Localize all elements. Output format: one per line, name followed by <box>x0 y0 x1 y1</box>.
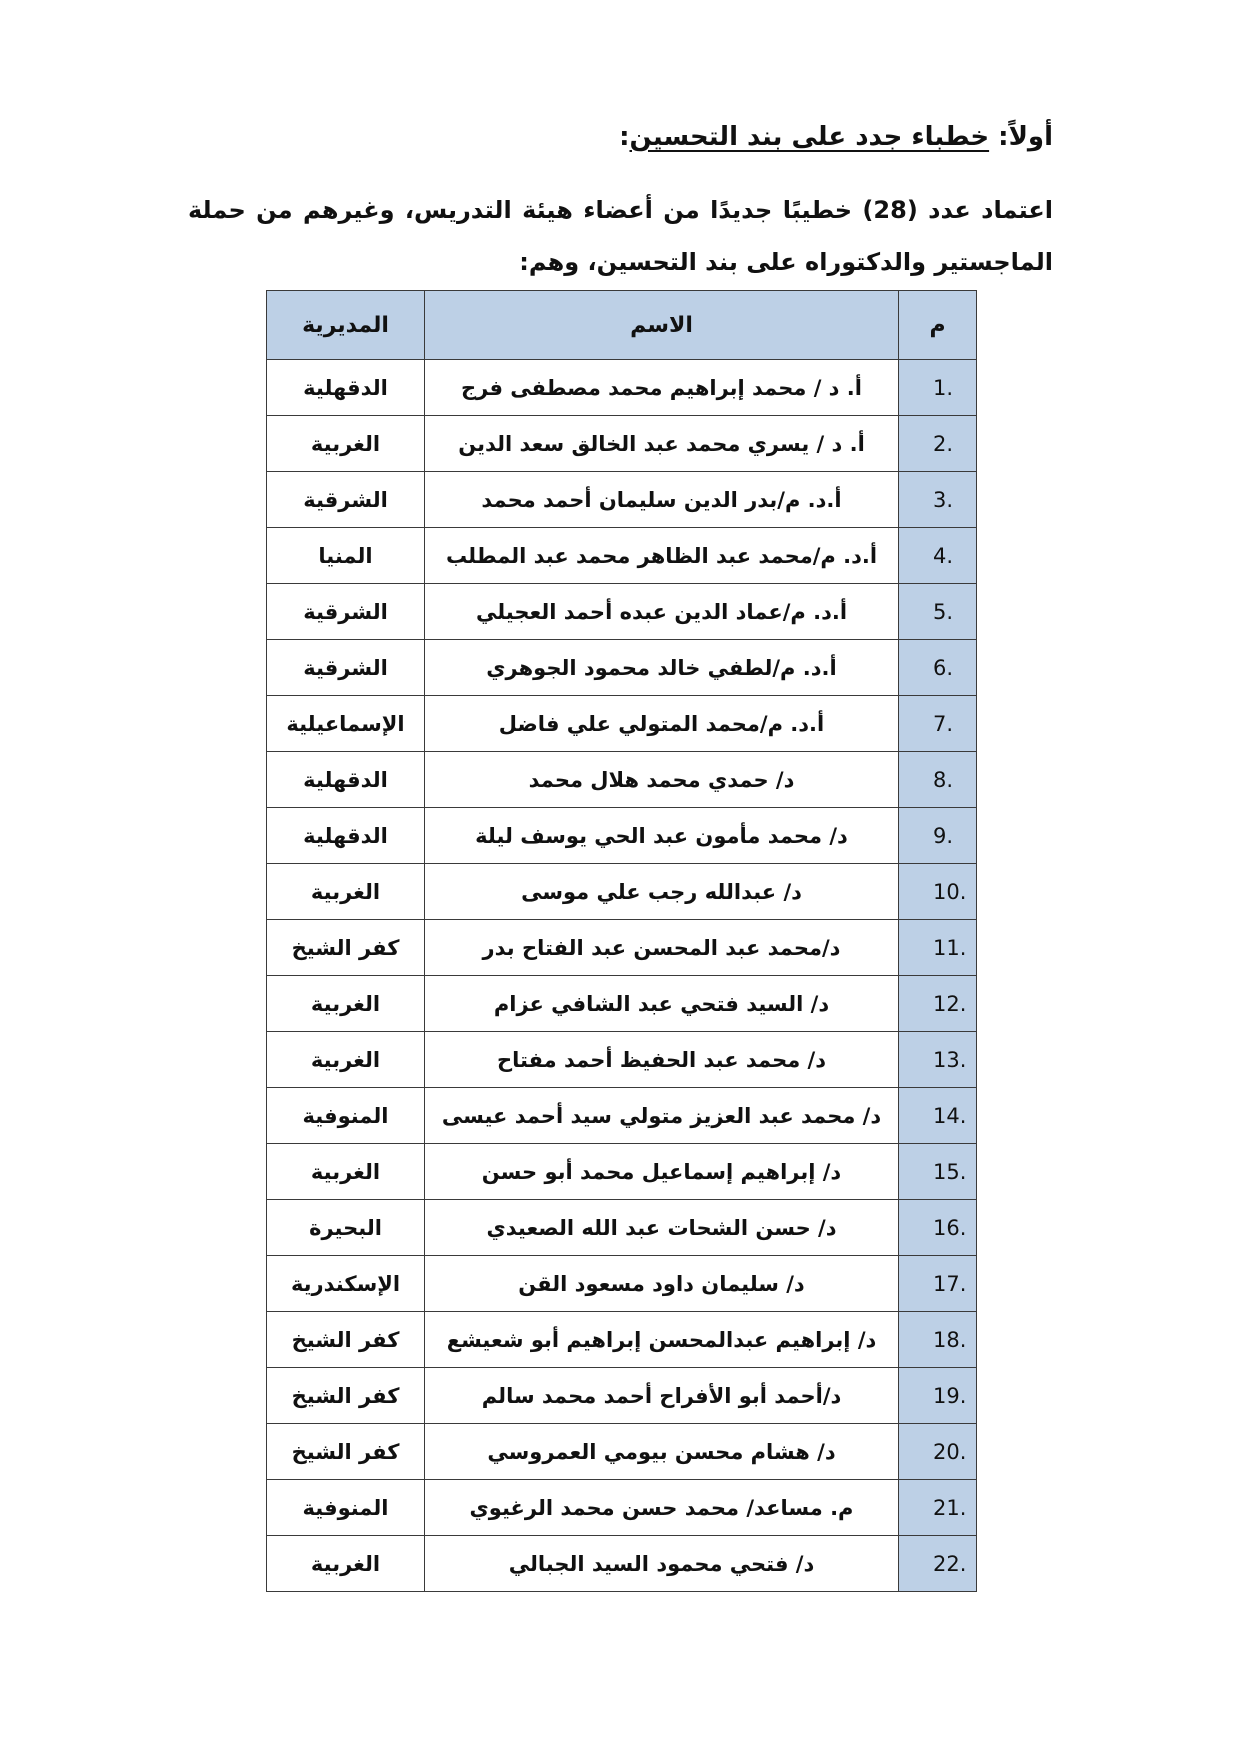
table-row <box>267 1144 977 1200</box>
table-row <box>267 696 977 752</box>
header-name: الاسم <box>425 291 899 360</box>
row-number: 18. <box>899 1312 977 1368</box>
row-directorate: الشرقية <box>267 472 425 528</box>
row-number: 9. <box>899 808 977 864</box>
row-number: 8. <box>899 752 977 808</box>
row-name: د/ سليمان داود مسعود القن <box>425 1256 899 1312</box>
table-row <box>267 1032 977 1088</box>
row-name: د/ عبدالله رجب علي موسى <box>425 864 899 920</box>
heading-separator: : <box>998 122 1009 152</box>
row-number: 20. <box>899 1424 977 1480</box>
table-row <box>267 360 977 416</box>
row-directorate: المنوفية <box>267 1088 425 1144</box>
heading-suffix: : <box>619 122 630 152</box>
intro-paragraph: اعتماد عدد (28) خطيبًا جديدًا من أعضاء هيئة التدريس، وغيرهم من حملة الماجستير والدكتوراه على بند التحسين، وهم: <box>188 196 1053 276</box>
row-name: أ.د. م/محمد عبد الظاهر محمد عبد المطلب <box>425 528 899 584</box>
row-number: 11. <box>899 920 977 976</box>
row-name: د/ السيد فتحي عبد الشافي عزام <box>425 976 899 1032</box>
row-directorate: الإسكندرية <box>267 1256 425 1312</box>
row-number: 16. <box>899 1200 977 1256</box>
row-number: 19. <box>899 1368 977 1424</box>
row-name: م. مساعد/ محمد حسن محمد الرغيوي <box>425 1480 899 1536</box>
row-number: 3. <box>899 472 977 528</box>
row-name: د/ هشام محسن بيومي العمروسي <box>425 1424 899 1480</box>
row-directorate: الغربية <box>267 976 425 1032</box>
row-name: د/ محمد عبد الحفيظ أحمد مفتاح <box>425 1032 899 1088</box>
row-number: 7. <box>899 696 977 752</box>
row-name: أ.د. م/عماد الدين عبده أحمد العجيلي <box>425 584 899 640</box>
table-body <box>267 360 977 1592</box>
row-number: 21. <box>899 1480 977 1536</box>
row-directorate: الغربية <box>267 864 425 920</box>
table-row <box>267 1312 977 1368</box>
row-directorate: الإسماعيلية <box>267 696 425 752</box>
row-directorate: الشرقية <box>267 584 425 640</box>
table-row <box>267 976 977 1032</box>
table-row <box>267 752 977 808</box>
row-name: د/محمد عبد المحسن عبد الفتاح بدر <box>425 920 899 976</box>
section-heading <box>619 122 1053 152</box>
row-name: أ. د / يسري محمد عبد الخالق سعد الدين <box>425 416 899 472</box>
header-number: م <box>899 291 977 360</box>
row-directorate: كفر الشيخ <box>267 1368 425 1424</box>
table-row <box>267 1200 977 1256</box>
row-directorate: الدقهلية <box>267 752 425 808</box>
row-name: أ.د. م/لطفي خالد محمود الجوهري <box>425 640 899 696</box>
row-directorate: المنوفية <box>267 1480 425 1536</box>
row-name: أ. د / محمد إبراهيم محمد مصطفى فرج <box>425 360 899 416</box>
row-number: 13. <box>899 1032 977 1088</box>
heading-title: خطباء جدد على بند التحسين <box>629 122 990 152</box>
row-directorate: الغربية <box>267 416 425 472</box>
table-row <box>267 1424 977 1480</box>
row-name: د/ فتحي محمود السيد الجبالي <box>425 1536 899 1592</box>
row-number: 14. <box>899 1088 977 1144</box>
table-row <box>267 584 977 640</box>
row-name: د/ حسن الشحات عبد الله الصعيدي <box>425 1200 899 1256</box>
row-number: 22. <box>899 1536 977 1592</box>
row-number: 1. <box>899 360 977 416</box>
heading-label: أولاً <box>1008 122 1053 152</box>
table-row <box>267 864 977 920</box>
row-directorate: الغربية <box>267 1536 425 1592</box>
row-directorate: الغربية <box>267 1144 425 1200</box>
row-directorate: الغربية <box>267 1032 425 1088</box>
table-row <box>267 920 977 976</box>
table-row <box>267 528 977 584</box>
row-directorate: المنيا <box>267 528 425 584</box>
table-row <box>267 472 977 528</box>
table-row <box>267 416 977 472</box>
row-number: 5. <box>899 584 977 640</box>
row-directorate: كفر الشيخ <box>267 920 425 976</box>
header-directorate: المديرية <box>267 291 425 360</box>
row-name: د/ إبراهيم إسماعيل محمد أبو حسن <box>425 1144 899 1200</box>
row-name: د/ محمد مأمون عبد الحي يوسف ليلة <box>425 808 899 864</box>
row-directorate: الدقهلية <box>267 808 425 864</box>
table-row <box>267 1088 977 1144</box>
table-header-row <box>267 291 977 360</box>
row-number: 15. <box>899 1144 977 1200</box>
row-name: د/ حمدي محمد هلال محمد <box>425 752 899 808</box>
row-directorate: البحيرة <box>267 1200 425 1256</box>
preachers-table <box>266 290 977 1592</box>
row-number: 17. <box>899 1256 977 1312</box>
row-name: د/ إبراهيم عبدالمحسن إبراهيم أبو شعيشع <box>425 1312 899 1368</box>
row-directorate: كفر الشيخ <box>267 1312 425 1368</box>
row-name: أ.د. م/محمد المتولي علي فاضل <box>425 696 899 752</box>
row-name: د/أحمد أبو الأفراح أحمد محمد سالم <box>425 1368 899 1424</box>
row-number: 4. <box>899 528 977 584</box>
row-number: 10. <box>899 864 977 920</box>
table-row <box>267 808 977 864</box>
row-name: أ.د. م/بدر الدين سليمان أحمد محمد <box>425 472 899 528</box>
row-number: 6. <box>899 640 977 696</box>
row-number: 12. <box>899 976 977 1032</box>
table-row <box>267 640 977 696</box>
row-directorate: كفر الشيخ <box>267 1424 425 1480</box>
table-row <box>267 1536 977 1592</box>
table-row <box>267 1256 977 1312</box>
row-directorate: الدقهلية <box>267 360 425 416</box>
row-number: 2. <box>899 416 977 472</box>
row-name: د/ محمد عبد العزيز متولي سيد أحمد عيسى <box>425 1088 899 1144</box>
row-directorate: الشرقية <box>267 640 425 696</box>
table-row <box>267 1480 977 1536</box>
table-row <box>267 1368 977 1424</box>
